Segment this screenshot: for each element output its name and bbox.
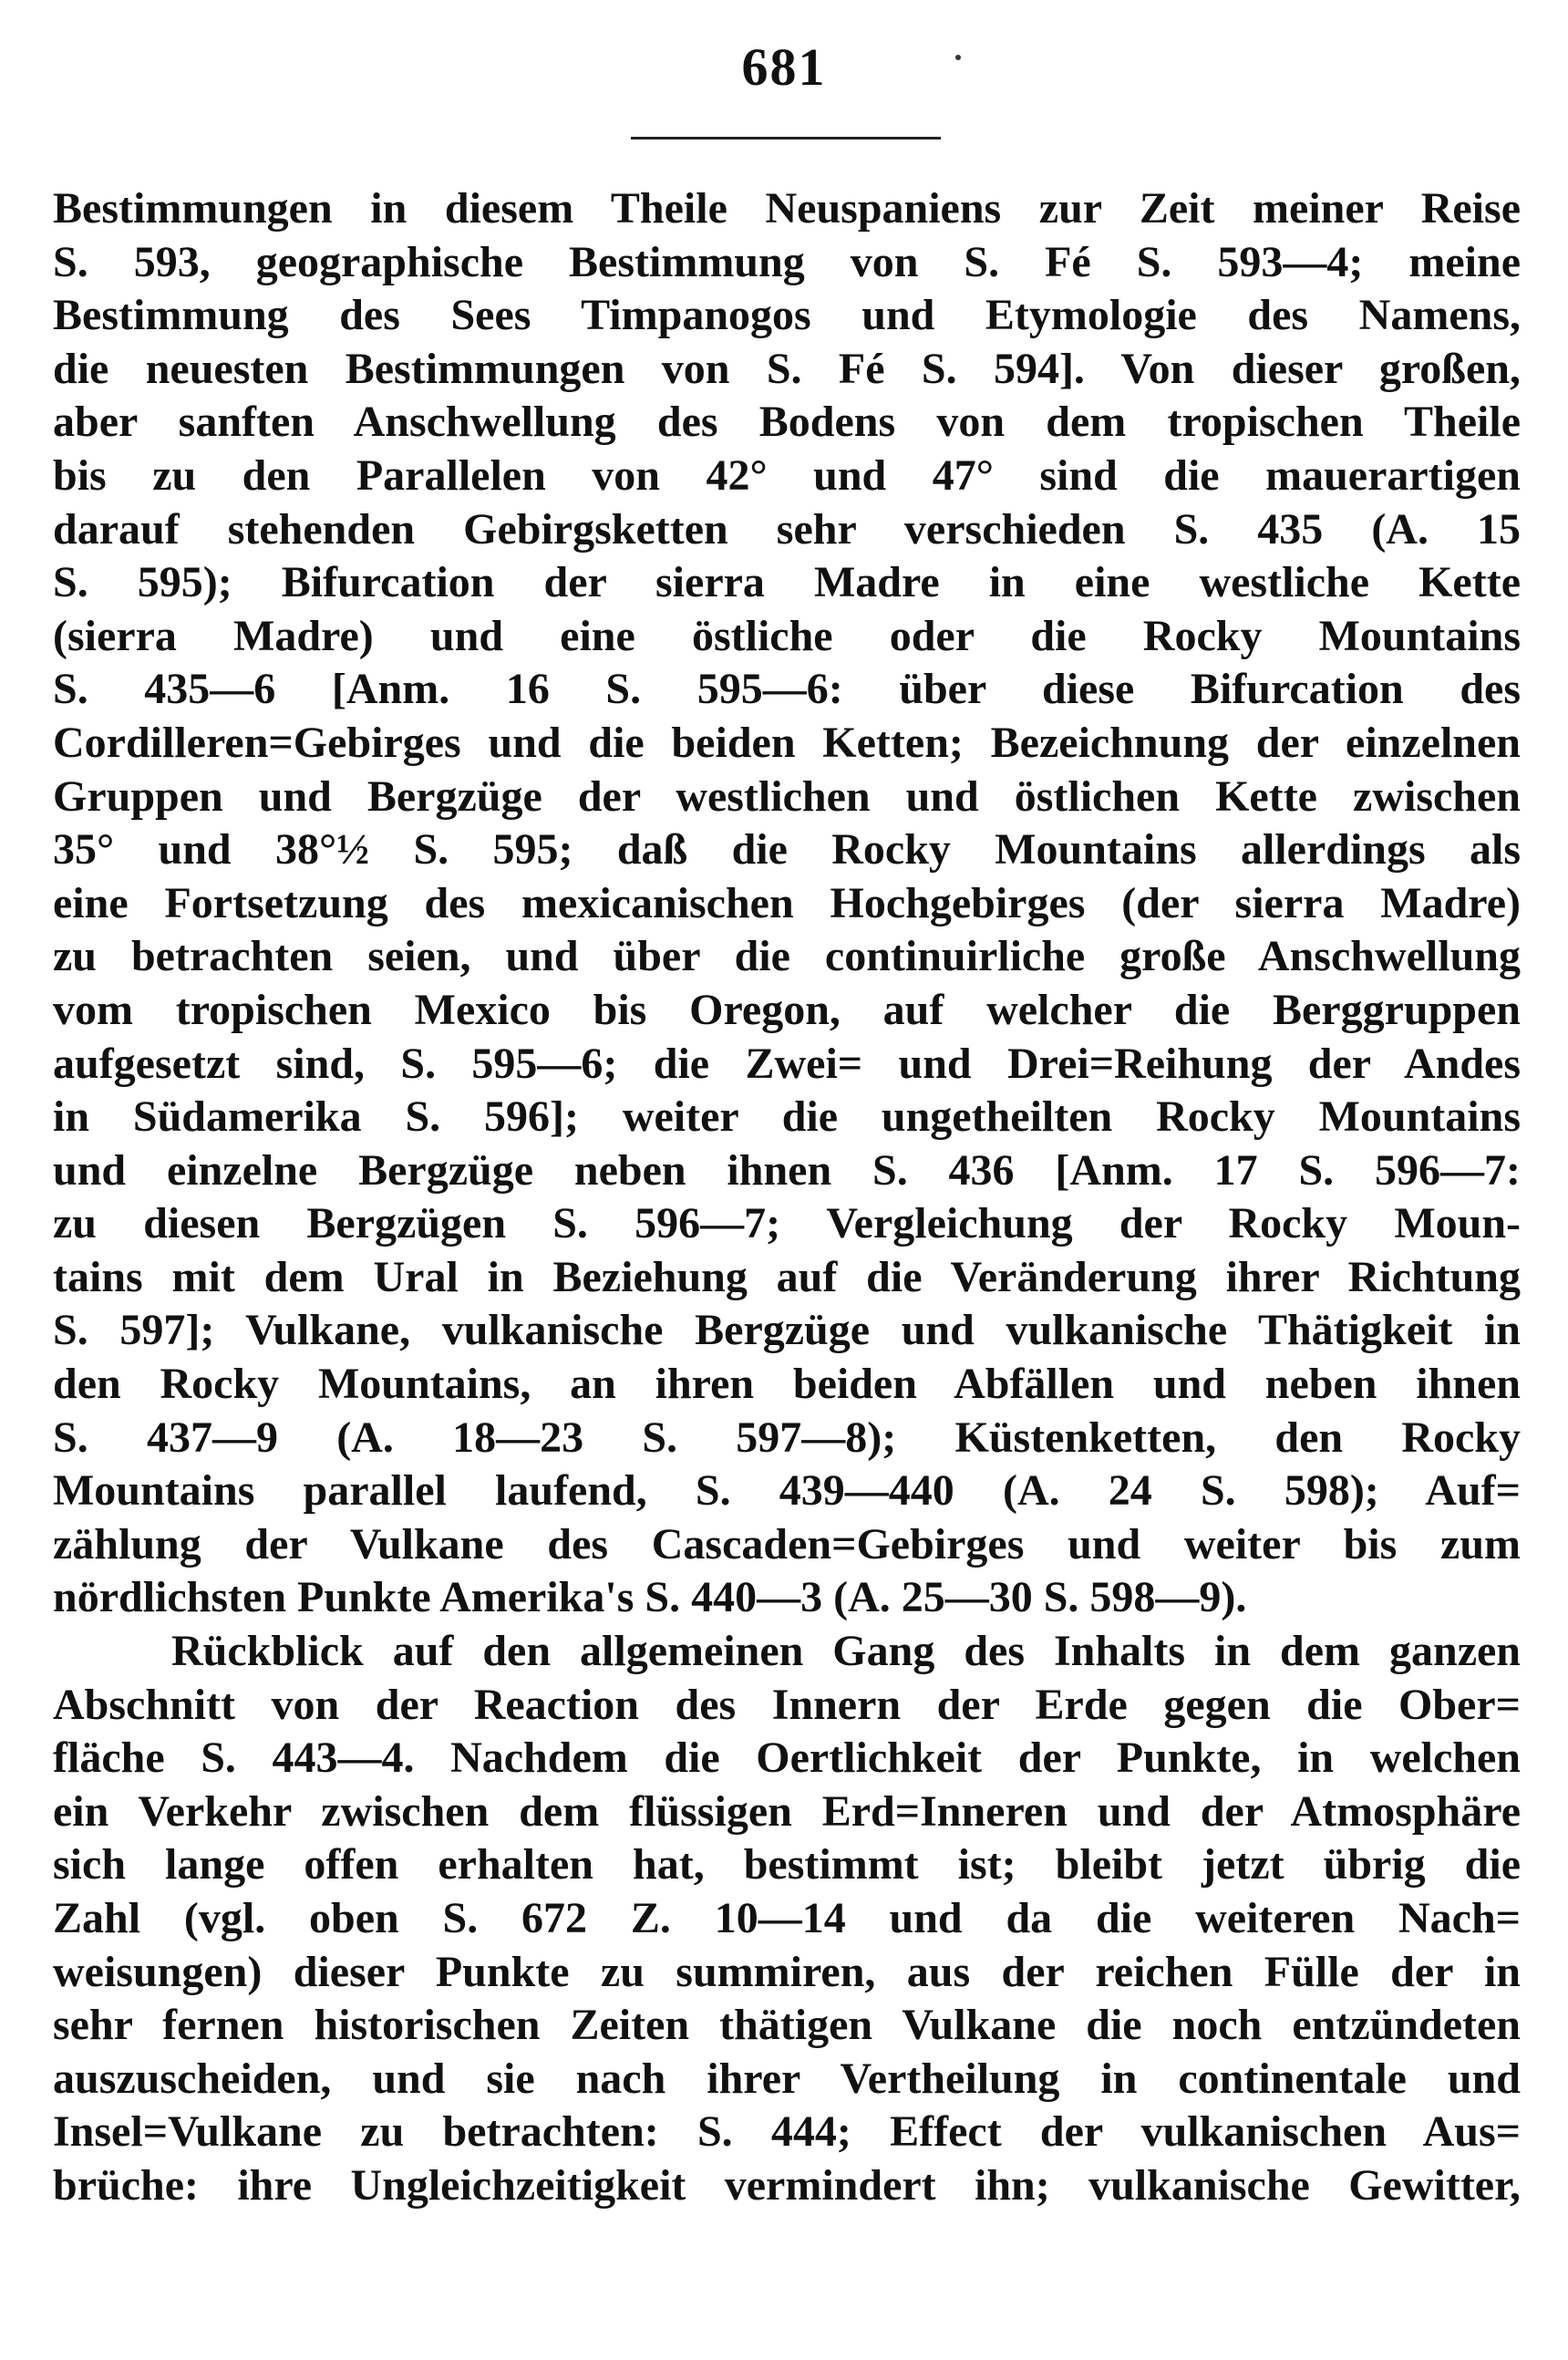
text-line: Zahl (vgl. oben S. 672 Z. 10—14 und da die weiteren Nach= [53,1894,1521,1942]
text-line: nördlichsten Punkte Amerika's S. 440—3 (A. 25—30 S. 598—9). [53,1573,1247,1622]
text-line: sich lange offen erhalten hat, bestimmt ist; bleibt jetzt übrig die [53,1840,1521,1889]
text-line: S. 435—6 [Anm. 16 S. 595—6: über diese Bifurcation des [53,665,1521,714]
text-line: tains mit dem Ural in Beziehung auf die Veränderung ihrer Richtung [53,1252,1521,1301]
text-line: den Rocky Mountains, an ihren beiden Abfällen und neben ihnen [53,1360,1521,1409]
page-number: 681 [741,37,827,97]
text-line: zählung der Vulkane des Cascaden=Gebirges und weiter bis zum [53,1519,1521,1568]
text-line: ein Verkehr zwischen dem flüssigen Erd=Inneren und der Atmosphäre [53,1786,1521,1836]
text-line: aufgesetzt sind, S. 595—6; die Zwei= und Drei=Reihung der Andes [53,1039,1521,1088]
text-line: Mountains parallel laufend, S. 439—440 (A. 24 S. 598); Auf= [53,1466,1521,1516]
text-line: S. 593, geographische Bestimmung von S. Fé S. 593—4; meine [53,237,1521,286]
text-line: zu betrachten seien, und über die continuirliche große Anschwellung [53,932,1521,981]
text-line: die neuesten Bestimmungen von S. Fé S. 594]. Von dieser großen, [53,344,1521,393]
text-line: S. 597]; Vulkane, vulkanische Bergzüge und vulkanische Thätigkeit in [53,1306,1521,1355]
text-line: 35° und 38°½ S. 595; daß die Rocky Mountains allerdings als [53,825,1521,875]
body-text [53,182,1521,2213]
text-line: Insel=Vulkane zu betrachten: S. 444; Effect der vulkanischen Aus= [53,2107,1521,2157]
text-line: Gruppen und Bergzüge der westlichen und östlichen Kette zwischen [53,771,1521,821]
text-line: Cordilleren=Gebirges und die beiden Ketten; Bezeichnung der einzelnen [53,718,1521,767]
text-line: darauf stehenden Gebirgsketten sehr verschieden S. 435 (A. 15 [53,504,1521,554]
text-line: weisungen) dieser Punkte zu summiren, aus der reichen Fülle der in [53,1947,1521,1996]
text-line: vom tropischen Mexico bis Oregon, auf welcher die Berggruppen [53,985,1521,1034]
header-rule [631,137,941,140]
text-line: Abschnitt von der Reaction des Innern der Erde gegen die Ober= [53,1680,1521,1729]
paragraph-start-line: Rückblick auf den allgemeinen Gang des Inhalts in dem ganzen [171,1627,1521,1676]
text-line: fläche S. 443—4. Nachdem die Oertlichkeit der Punkte, in welchen [53,1734,1521,1783]
text-line: brüche: ihre Ungleichzeitigkeit vermindert ihn; vulkanische Gewitter, [53,2160,1521,2210]
text-line: S. 437—9 (A. 18—23 S. 597—8); Küstenketten, den Rocky [53,1413,1521,1462]
text-line: bis zu den Parallelen von 42° und 47° sind die mauerartigen [53,450,1521,500]
text-line: zu diesen Bergzügen S. 596—7; Vergleichung der Rocky Moun- [53,1199,1521,1248]
text-line: in Südamerika S. 596]; weiter die ungetheilten Rocky Mountains [53,1092,1521,1142]
text-line: eine Fortsetzung des mexicanischen Hochgebirges (der sierra Madre) [53,878,1521,927]
text-line: auszuscheiden, und sie nach ihrer Vertheilung in continentale und [53,2054,1521,2103]
text-line: (sierra Madre) und eine östliche oder die Rocky Mountains [53,611,1521,660]
text-line: S. 595); Bifurcation der sierra Madre in eine westliche Kette [53,558,1521,607]
text-line: sehr fernen historischen Zeiten thätigen Vulkane die noch entzündeten [53,2001,1521,2050]
text-line: und einzelne Bergzüge neben ihnen S. 436 [Anm. 17 S. 596—7: [53,1145,1521,1195]
text-line: Bestimmungen in diesem Theile Neuspaniens zur Zeit meiner Reise [53,184,1521,233]
text-line: aber sanften Anschwellung des Bodens von dem tropischen Theile [53,398,1521,447]
print-speck [955,55,961,60]
text-line: Bestimmung des Sees Timpanogos und Etymologie des Namens, [53,291,1521,340]
